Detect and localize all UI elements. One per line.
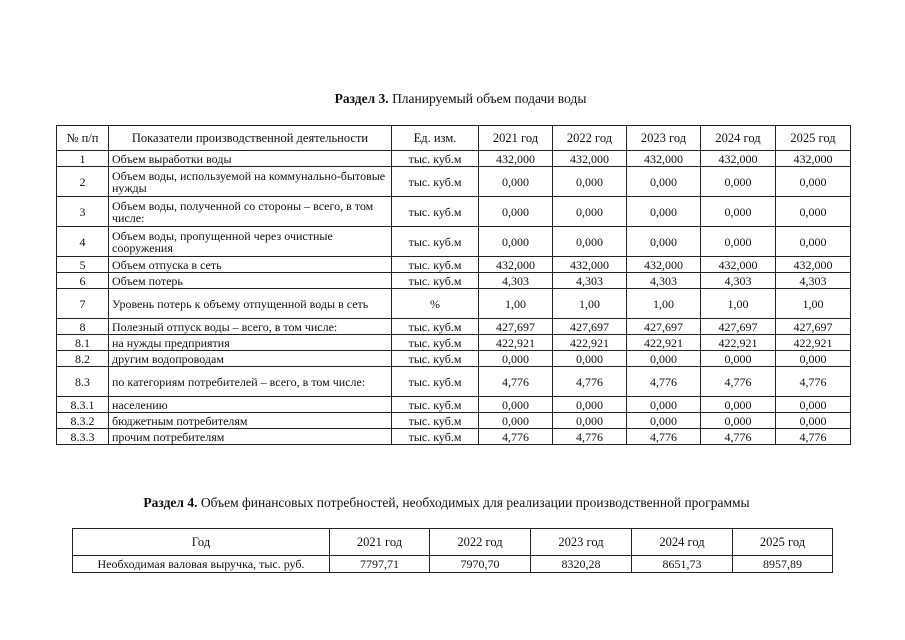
row-number: 2 [57, 167, 109, 197]
value-cell: 1,00 [553, 289, 627, 319]
value-cell: 0,000 [553, 397, 627, 413]
value-cell: 0,000 [553, 227, 627, 257]
table-row [57, 429, 851, 445]
value-cell: 432,000 [701, 257, 776, 273]
value-cell: 432,000 [479, 151, 553, 167]
indicator-name: Объем воды, используемой на коммунально-бытовые нужды [109, 167, 392, 197]
column-header: 2021 год [479, 126, 553, 151]
value-cell: 427,697 [776, 319, 851, 335]
indicator-name: Объем воды, полученной со стороны – всего, в том числе: [109, 197, 392, 227]
value-cell: 0,000 [479, 397, 553, 413]
value-cell: 4,776 [701, 429, 776, 445]
row-number: 8.3.3 [57, 429, 109, 445]
unit-cell: тыс. куб.м [392, 397, 479, 413]
value-cell: 0,000 [776, 197, 851, 227]
column-header: № п/п [57, 126, 109, 151]
table-row [57, 151, 851, 167]
table-row [57, 397, 851, 413]
value-cell: 432,000 [553, 151, 627, 167]
section3-title-bold: Раздел 3. [334, 91, 389, 106]
row-label: Необходимая валовая выручка, тыс. руб. [73, 556, 330, 573]
value-cell: 422,921 [701, 335, 776, 351]
value-cell: 0,000 [553, 413, 627, 429]
column-header: 2023 год [627, 126, 701, 151]
column-header: 2025 год [776, 126, 851, 151]
value-cell: 422,921 [627, 335, 701, 351]
section4-title-bold: Раздел 4. [143, 495, 198, 510]
section3-title-text: Планируемый объем подачи воды [388, 91, 587, 106]
water-supply-table [56, 125, 851, 445]
row-number: 8.3.2 [57, 413, 109, 429]
value-cell: 1,00 [479, 289, 553, 319]
value-cell: 432,000 [627, 257, 701, 273]
value-cell: 0,000 [553, 351, 627, 367]
value-cell: 427,697 [701, 319, 776, 335]
unit-cell: тыс. куб.м [392, 319, 479, 335]
value-cell: 432,000 [479, 257, 553, 273]
value-cell: 0,000 [701, 167, 776, 197]
value-cell: 0,000 [701, 351, 776, 367]
unit-cell: тыс. куб.м [392, 273, 479, 289]
unit-cell: тыс. куб.м [392, 257, 479, 273]
value-cell: 0,000 [701, 227, 776, 257]
indicator-name: прочим потребителям [109, 429, 392, 445]
column-header: 2024 год [632, 529, 733, 556]
table-header-row [73, 529, 833, 556]
row-number: 4 [57, 227, 109, 257]
table-row [57, 167, 851, 197]
value-cell: 0,000 [553, 167, 627, 197]
value-cell: 427,697 [553, 319, 627, 335]
table-row [57, 367, 851, 397]
table-row [57, 273, 851, 289]
value-cell: 4,776 [479, 367, 553, 397]
value-cell: 4,776 [553, 429, 627, 445]
unit-cell: % [392, 289, 479, 319]
section3-title [8, 91, 905, 107]
value-cell: 0,000 [479, 227, 553, 257]
unit-cell: тыс. куб.м [392, 151, 479, 167]
value-cell: 4,776 [701, 367, 776, 397]
column-header: Ед. изм. [392, 126, 479, 151]
column-header: 2022 год [430, 529, 531, 556]
unit-cell: тыс. куб.м [392, 227, 479, 257]
column-header: 2024 год [701, 126, 776, 151]
financial-needs-table [72, 528, 833, 573]
value-cell: 0,000 [627, 227, 701, 257]
indicator-name: по категориям потребителей – всего, в том числе: [109, 367, 392, 397]
value-cell: 432,000 [776, 257, 851, 273]
indicator-name: Объем отпуска в сеть [109, 257, 392, 273]
value-cell: 0,000 [701, 197, 776, 227]
value-cell: 422,921 [479, 335, 553, 351]
value-cell: 0,000 [701, 413, 776, 429]
value-cell: 8957,89 [733, 556, 833, 573]
row-number: 8 [57, 319, 109, 335]
row-number: 8.2 [57, 351, 109, 367]
table-row [57, 197, 851, 227]
value-cell: 0,000 [479, 167, 553, 197]
value-cell: 4,303 [776, 273, 851, 289]
value-cell: 4,303 [479, 273, 553, 289]
table-header-row [57, 126, 851, 151]
indicator-name: Объем выработки воды [109, 151, 392, 167]
table-row [57, 227, 851, 257]
row-number: 5 [57, 257, 109, 273]
unit-cell: тыс. куб.м [392, 367, 479, 397]
value-cell: 0,000 [627, 397, 701, 413]
value-cell: 1,00 [776, 289, 851, 319]
indicator-name: бюджетным потребителям [109, 413, 392, 429]
table-row [57, 335, 851, 351]
table-row [57, 351, 851, 367]
indicator-name: Объем воды, пропущенной через очистные сооружения [109, 227, 392, 257]
value-cell: 0,000 [627, 413, 701, 429]
row-number: 7 [57, 289, 109, 319]
value-cell: 4,303 [627, 273, 701, 289]
value-cell: 427,697 [479, 319, 553, 335]
value-cell: 422,921 [776, 335, 851, 351]
value-cell: 1,00 [627, 289, 701, 319]
indicator-name: на нужды предприятия [109, 335, 392, 351]
section4-title [0, 495, 899, 511]
value-cell: 7797,71 [330, 556, 430, 573]
value-cell: 0,000 [701, 397, 776, 413]
value-cell: 432,000 [776, 151, 851, 167]
table-row [57, 413, 851, 429]
value-cell: 0,000 [776, 167, 851, 197]
row-number: 8.1 [57, 335, 109, 351]
unit-cell: тыс. куб.м [392, 167, 479, 197]
value-cell: 4,776 [479, 429, 553, 445]
value-cell: 7970,70 [430, 556, 531, 573]
value-cell: 4,776 [627, 367, 701, 397]
value-cell: 4,776 [776, 429, 851, 445]
table-row [57, 289, 851, 319]
value-cell: 0,000 [776, 397, 851, 413]
value-cell: 0,000 [627, 351, 701, 367]
indicator-name: Объем потерь [109, 273, 392, 289]
column-header: 2021 год [330, 529, 430, 556]
column-header: 2022 год [553, 126, 627, 151]
value-cell: 0,000 [479, 351, 553, 367]
row-number: 8.3 [57, 367, 109, 397]
column-header: Показатели производственной деятельности [109, 126, 392, 151]
section4-title-text: Объем финансовых потребностей, необходимых для реализации производственной программы [197, 495, 750, 510]
value-cell: 4,303 [701, 273, 776, 289]
value-cell: 4,776 [627, 429, 701, 445]
indicator-name: другим водопроводам [109, 351, 392, 367]
indicator-name: Уровень потерь к объему отпущенной воды в сеть [109, 289, 392, 319]
table-row [57, 319, 851, 335]
column-header: Год [73, 529, 330, 556]
row-number: 8.3.1 [57, 397, 109, 413]
value-cell: 8320,28 [531, 556, 632, 573]
value-cell: 8651,73 [632, 556, 733, 573]
value-cell: 4,303 [553, 273, 627, 289]
value-cell: 432,000 [553, 257, 627, 273]
value-cell: 422,921 [553, 335, 627, 351]
row-number: 3 [57, 197, 109, 227]
column-header: 2025 год [733, 529, 833, 556]
unit-cell: тыс. куб.м [392, 197, 479, 227]
value-cell: 427,697 [627, 319, 701, 335]
unit-cell: тыс. куб.м [392, 351, 479, 367]
value-cell: 432,000 [627, 151, 701, 167]
unit-cell: тыс. куб.м [392, 429, 479, 445]
row-number: 1 [57, 151, 109, 167]
value-cell: 0,000 [776, 413, 851, 429]
value-cell: 4,776 [776, 367, 851, 397]
value-cell: 0,000 [776, 227, 851, 257]
indicator-name: населению [109, 397, 392, 413]
value-cell: 0,000 [627, 197, 701, 227]
value-cell: 0,000 [627, 167, 701, 197]
value-cell: 4,776 [553, 367, 627, 397]
value-cell: 0,000 [776, 351, 851, 367]
row-number: 6 [57, 273, 109, 289]
indicator-name: Полезный отпуск воды – всего, в том числе: [109, 319, 392, 335]
value-cell: 0,000 [479, 197, 553, 227]
unit-cell: тыс. куб.м [392, 413, 479, 429]
value-cell: 0,000 [479, 413, 553, 429]
column-header: 2023 год [531, 529, 632, 556]
table-row [57, 257, 851, 273]
table-row [73, 556, 833, 573]
value-cell: 432,000 [701, 151, 776, 167]
value-cell: 1,00 [701, 289, 776, 319]
value-cell: 0,000 [553, 197, 627, 227]
unit-cell: тыс. куб.м [392, 335, 479, 351]
